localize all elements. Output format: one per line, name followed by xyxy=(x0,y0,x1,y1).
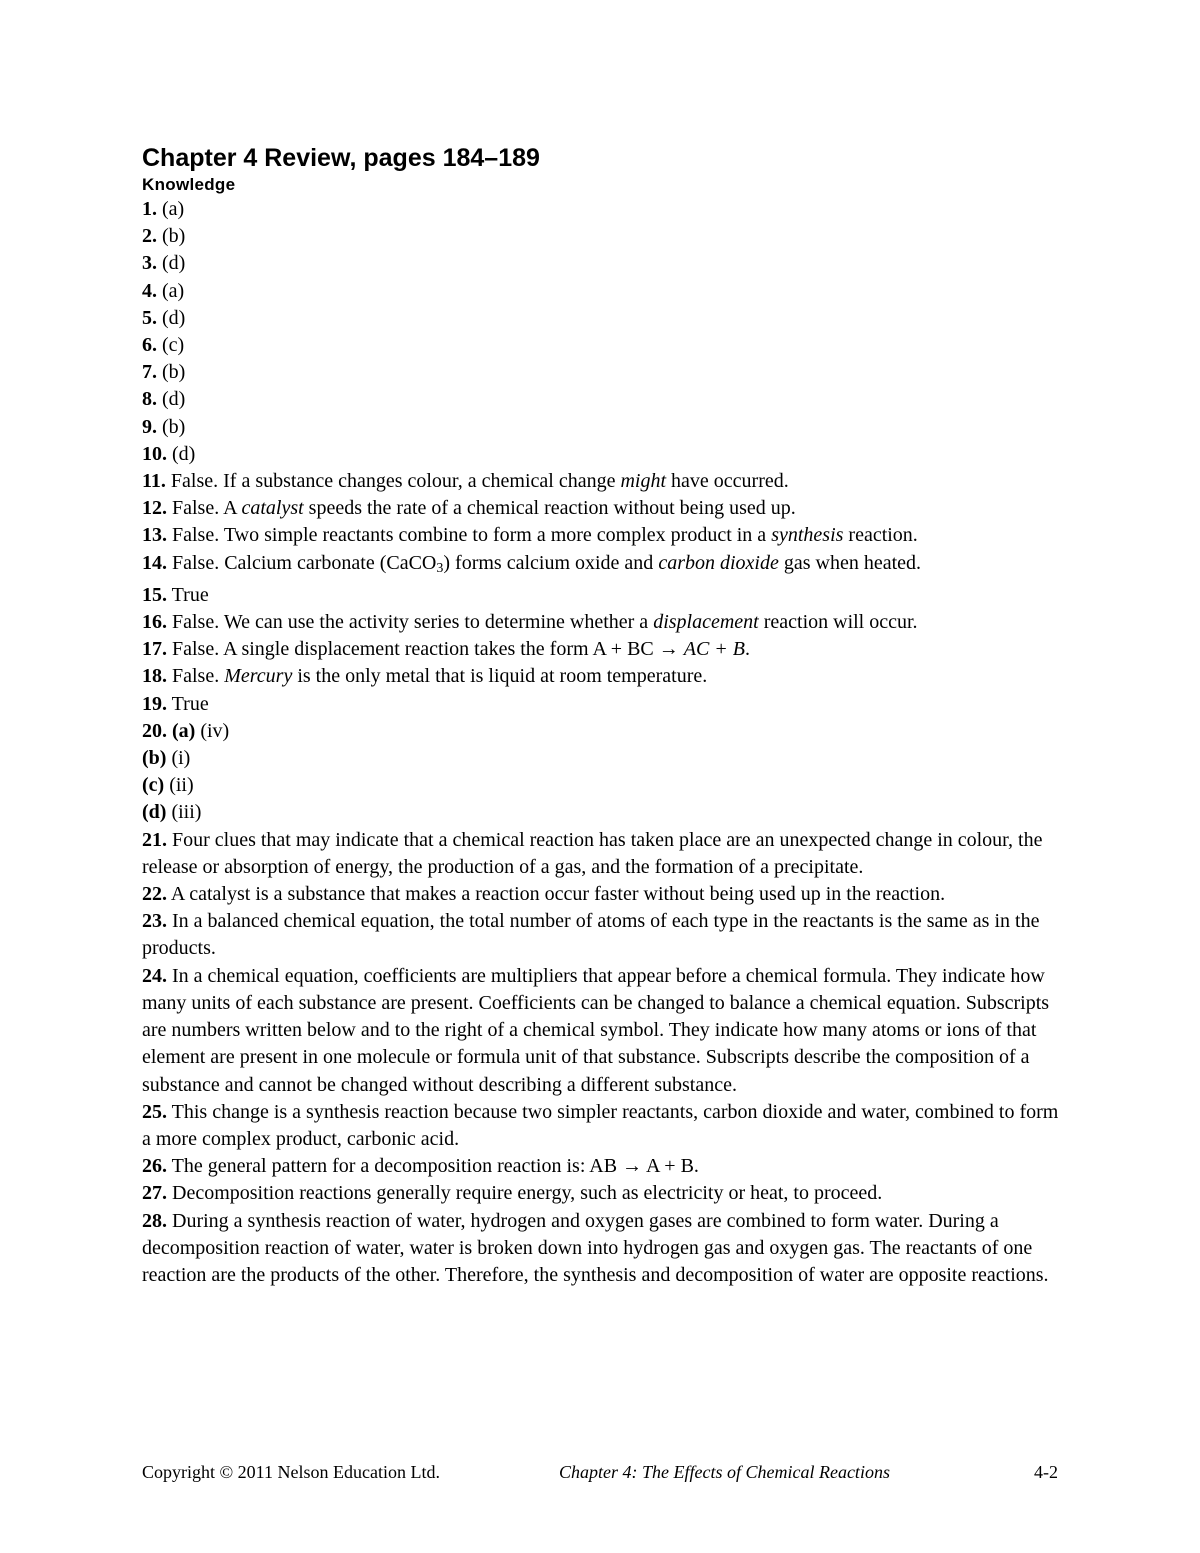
answer-text: This change is a synthesis reaction because two simpler reactants, carbon dioxide and water, combined to form a more complex product, carbonic acid. xyxy=(142,1100,1059,1150)
answer-number: 20. xyxy=(142,719,167,742)
answer-number: 18. xyxy=(142,665,167,688)
page-footer xyxy=(142,1462,1058,1486)
answer-emphasis: carbon dioxide xyxy=(658,551,779,574)
page-content xyxy=(142,142,1072,1289)
answer-text: True xyxy=(171,692,209,715)
answer-sublabel: (d) xyxy=(142,801,167,824)
answer-sublabel: (b) xyxy=(142,747,167,770)
answer-text: (b) xyxy=(162,225,186,248)
answer-number: 16. xyxy=(142,611,167,634)
answer-emphasis: displacement xyxy=(653,611,759,634)
answer-number: 22. xyxy=(142,883,167,906)
answer-text: reaction. xyxy=(843,524,918,547)
answer-text: (d) xyxy=(172,442,196,465)
answer-item xyxy=(142,772,1072,799)
answer-number: 8. xyxy=(142,388,157,411)
answer-item xyxy=(142,827,1072,881)
answer-text: (c) xyxy=(162,334,185,357)
answer-text: (b) xyxy=(162,361,186,384)
answer-item xyxy=(142,196,1072,223)
answer-emphasis: synthesis xyxy=(771,524,844,547)
answer-number: 14. xyxy=(142,551,167,574)
answer-text: A catalyst is a substance that makes a reaction occur faster without being used up in the reaction. xyxy=(170,883,946,906)
answer-text: False. A single displacement reaction takes the form A + BC → xyxy=(172,638,684,661)
answer-number: 19. xyxy=(142,692,167,715)
answer-sublabel: (a) xyxy=(172,719,196,742)
answer-item xyxy=(142,718,1072,745)
answer-number: 6. xyxy=(142,334,157,357)
answer-item xyxy=(142,386,1072,413)
answer-item xyxy=(142,550,1072,582)
answer-text: During a synthesis reaction of water, hydrogen and oxygen gases are combined to form water. During a decomposition reaction of water, water is broken down into hydrogen gas and oxygen gas. The reactants of one reaction are the products of the other. Therefore, the synthesis and decomposition of water are opposite reactions. xyxy=(142,1209,1049,1286)
answer-number: 9. xyxy=(142,415,157,438)
answer-item xyxy=(142,278,1072,305)
answer-number: 2. xyxy=(142,225,157,248)
answer-item xyxy=(142,582,1072,609)
answer-item xyxy=(142,691,1072,718)
answer-item xyxy=(142,468,1072,495)
answer-number: 12. xyxy=(142,497,167,520)
section-heading: Knowledge xyxy=(142,175,236,194)
answer-text: speeds the rate of a chemical reaction without being used up. xyxy=(303,497,796,520)
answer-text: have occurred. xyxy=(666,470,789,493)
answer-text: reaction will occur. xyxy=(758,611,918,634)
answer-number: 1. xyxy=(142,198,157,220)
answer-sublabel: (c) xyxy=(142,774,165,797)
footer-copyright: Copyright © 2011 Nelson Education Ltd. xyxy=(142,1462,440,1482)
answer-number: 10. xyxy=(142,442,167,465)
answer-number: 23. xyxy=(142,910,167,933)
answer-emphasis: AC + B xyxy=(683,638,746,661)
answer-item xyxy=(142,223,1072,250)
answer-number: 5. xyxy=(142,306,157,329)
answer-text: Four clues that may indicate that a chemical reaction has taken place are an unexpected change in colour, the release or absorption of energy, the production of a gas, and the formation of a precipitate. xyxy=(142,828,1043,878)
answer-item xyxy=(142,441,1072,468)
answer-text: is the only metal that is liquid at room temperature. xyxy=(292,665,708,688)
answer-item xyxy=(142,495,1072,522)
answer-item xyxy=(142,636,1072,663)
answer-text: (d) xyxy=(162,252,186,275)
answer-text: In a balanced chemical equation, the total number of atoms of each type in the reactants is the same as in the products. xyxy=(142,910,1040,960)
answer-emphasis: might xyxy=(620,470,667,493)
answer-number: 25. xyxy=(142,1100,167,1123)
answer-number: 28. xyxy=(142,1209,167,1232)
answer-item xyxy=(142,359,1072,386)
answer-text: False. We can use the activity series to determine whether a xyxy=(172,611,654,634)
answer-text: False. xyxy=(172,665,225,688)
answer-number: 27. xyxy=(142,1182,167,1205)
answer-item xyxy=(142,1208,1072,1290)
footer-page-number: 4-2 xyxy=(1034,1462,1058,1482)
answer-text: ) forms calcium oxide and xyxy=(443,551,659,574)
answer-emphasis: Mercury xyxy=(224,665,293,688)
answer-text: (ii) xyxy=(169,774,194,797)
answer-number: 13. xyxy=(142,524,167,547)
answer-text: (d) xyxy=(162,306,186,329)
answer-item xyxy=(142,1099,1072,1153)
answer-item xyxy=(142,663,1072,690)
answer-text: In a chemical equation, coefficients are multipliers that appear before a chemical formula. They indicate how many units of each substance are present. Coefficients can be changed to balance a chemical equation. Subscripts are numbers written below and to the right of a chemical symbol. They indicate how many atoms or ions of that element are present in one molecule or formula unit of that substance. Subscripts describe the composition of a substance and cannot be changed without describing a different substance. xyxy=(142,964,1050,1096)
answer-text: Decomposition reactions generally require energy, such as electricity or heat, to proceed. xyxy=(172,1182,883,1205)
answer-item xyxy=(142,745,1072,772)
answer-text: False. A xyxy=(172,497,242,520)
answer-number: 15. xyxy=(142,583,167,606)
footer-chapter-title: Chapter 4: The Effects of Chemical Reactions xyxy=(559,1462,890,1482)
answer-list xyxy=(142,196,1072,1289)
answer-item xyxy=(142,799,1072,826)
answer-text: (i) xyxy=(171,747,191,770)
answer-number: 11. xyxy=(142,470,166,493)
answer-number: 4. xyxy=(142,279,157,302)
answer-number: 26. xyxy=(142,1155,167,1178)
answer-number: 3. xyxy=(142,252,157,275)
answer-item xyxy=(142,1180,1072,1207)
answer-item xyxy=(142,332,1072,359)
answer-item xyxy=(142,908,1072,962)
answer-item xyxy=(142,1153,1072,1180)
page-title: Chapter 4 Review, pages 184–189 xyxy=(142,144,540,172)
answer-number: 21. xyxy=(142,828,167,851)
answer-text: False. If a substance changes colour, a chemical change xyxy=(170,470,621,493)
answer-number: 7. xyxy=(142,361,157,384)
answer-text: True xyxy=(171,583,209,606)
answer-text: (iv) xyxy=(200,719,230,742)
answer-item xyxy=(142,250,1072,277)
answer-item xyxy=(142,522,1072,549)
answer-text: (a) xyxy=(162,198,185,220)
answer-text: (b) xyxy=(162,415,186,438)
answer-emphasis: catalyst xyxy=(241,497,304,520)
answer-item xyxy=(142,414,1072,441)
answer-number: 17. xyxy=(142,638,167,661)
answer-text: (iii) xyxy=(171,801,202,824)
answer-subscript: 3 xyxy=(436,560,444,576)
answer-text: False. Two simple reactants combine to form a more complex product in a xyxy=(172,524,772,547)
answer-number: 24. xyxy=(142,964,167,987)
answer-text: . xyxy=(745,638,751,661)
answer-text: False. Calcium carbonate (CaCO xyxy=(172,551,437,574)
answer-item xyxy=(142,305,1072,332)
answer-text: The general pattern for a decomposition reaction is: AB → A + B. xyxy=(171,1155,699,1178)
answer-text: gas when heated. xyxy=(778,551,922,574)
answer-item xyxy=(142,963,1072,1099)
answer-text: (a) xyxy=(162,279,185,302)
answer-item xyxy=(142,609,1072,636)
answer-item xyxy=(142,881,1072,908)
answer-text: (d) xyxy=(162,388,186,411)
